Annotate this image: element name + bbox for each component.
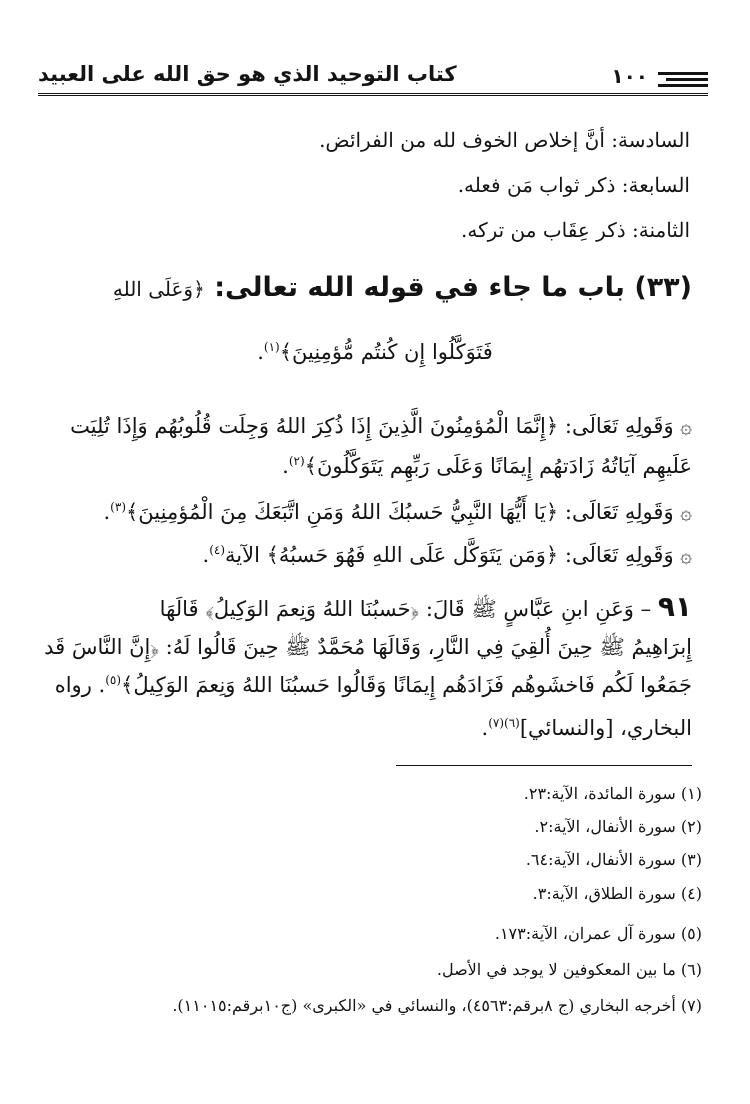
hadith-line	[160, 590, 692, 627]
hadith-number: ٩١	[657, 590, 692, 623]
verse-text: عَلَيهِم آيَاتُهُ زَادَتهُم إِيمَانًا وَعَلَى رَبِّهِم يَتَوَكَّلُونَ﴾	[304, 454, 692, 478]
footnote-ref: (٢)	[288, 454, 305, 468]
hadith-line: إِبرَاهِيمُ ﷺ حِينَ أُلقِيَ فِي النَّارِ، وَقَالَهَا مُحَمَّدٌ ﷺ حِينَ قَالُوا لَهُ: ﴿إِنَّ النَّاسَ قَد	[44, 635, 692, 659]
running-header	[28, 62, 708, 102]
chapter-ayah-text: فَتَوَكَّلُوا إِن كُنتُم مُّؤمِنِينَ﴾	[279, 340, 493, 364]
verse-end-dot: .	[103, 500, 111, 524]
footnote-ref: (١)	[263, 340, 280, 354]
hadith-text: – وَعَنِ ابنِ عَبَّاسٍ ﷺ قَالَ: ﴿حَسبُنَا اللهُ وَنِعمَ الوَكِيلُ﴾ قَالَهَا	[159, 597, 652, 621]
verse-line	[203, 543, 693, 567]
chapter-end-dot: .	[257, 340, 264, 364]
verse-end-dot: .	[282, 454, 289, 478]
flower-icon: ۞	[680, 543, 692, 567]
verse-line	[103, 500, 692, 524]
verse-text: وَقَولِهِ تَعَالَى: ﴿وَمَن يَتَوَكَّل عَلَى اللهِ فَهُوَ حَسبُهُ﴾ الآية	[225, 543, 674, 567]
chapter-heading	[113, 272, 692, 303]
footnote-separator	[396, 765, 692, 766]
footnote-ref: (٧)	[488, 716, 505, 730]
verse-text: وَقَولِهِ تَعَالَى: ﴿يَا أَيُّهَا النَّبِيُّ حَسبُكَ اللهُ وَمَنِ اتَّبَعَكَ مِنَ الْمُؤمِنِينَ﴾	[126, 500, 674, 524]
flower-icon: ۞	[680, 500, 692, 524]
footnote: (١) سورة المائدة، الآية:٢٣.	[523, 784, 702, 803]
hadith-line	[55, 673, 692, 697]
lesson-line: الثامنة: ذكر عِقَاب من تركه.	[461, 218, 690, 242]
footnote-ref: (٣)	[110, 500, 126, 514]
footnote: (٧) أخرجه البخاري (ج ٨برقم:٤٥٦٣)، والنسائي في «الكبرى» (ج١٠برقم:١١٠١٥).	[172, 996, 702, 1015]
hadith-text: جَمَعُوا لَكُم فَاخشَوهُم فَزَادَهُم إِيمَانًا وَقَالُوا حَسبُنَا اللهُ وَنِعمَ الوَكِيلُ﴾	[121, 673, 692, 697]
chapter-ayah-line	[0, 340, 750, 364]
hadith-line	[482, 716, 692, 740]
lesson-line: السادسة: أنَّ إخلاص الخوف لله من الفرائض.	[319, 128, 690, 152]
hadith-end-dot: .	[481, 716, 489, 740]
hadith-text: . رواه	[54, 673, 106, 697]
footnote-ref: (٤)	[209, 543, 226, 557]
chapter-ayah-open: ﴿وَعَلَى اللهِ	[112, 277, 205, 301]
verse-line	[70, 414, 692, 438]
lesson-line: السابعة: ذكر ثواب مَن فعله.	[457, 173, 690, 197]
footnote: (٣) سورة الأنفال، الآية:٦٤.	[525, 850, 702, 869]
verse-text: وَقَولِهِ تَعَالَى: ﴿إِنَّمَا الْمُؤمِنُونَ الَّذِينَ إِذَا ذُكِرَ اللهُ وَجِلَت قُلُوبُهُم وَإِذَا تُلِيَت	[70, 414, 674, 438]
verse-end-dot: .	[202, 543, 210, 567]
chapter-title: (٣٣) باب ما جاء في قوله الله تعالى:	[214, 272, 692, 303]
footnote-ref: (٦)	[504, 716, 520, 730]
header-ornament-lines	[658, 72, 708, 90]
footnote: (٦) ما بين المعكوفين لا يوجد في الأصل.	[436, 960, 702, 979]
footnote: (٢) سورة الأنفال، الآية:٢.	[534, 817, 702, 836]
footnote-ref: (٥)	[105, 673, 122, 687]
verse-line	[282, 454, 692, 478]
page-number: ١٠٠	[611, 64, 648, 88]
footnote: (٥) سورة آل عمران، الآية:١٧٣.	[494, 924, 702, 943]
hadith-source: البخاري، [والنسائي]	[519, 716, 692, 740]
footnote: (٤) سورة الطلاق، الآية:٣.	[532, 884, 702, 903]
book-title: كتاب التوحيد الذي هو حق الله على العبيد	[38, 62, 457, 86]
header-rule	[38, 93, 708, 96]
flower-icon: ۞	[680, 414, 692, 438]
